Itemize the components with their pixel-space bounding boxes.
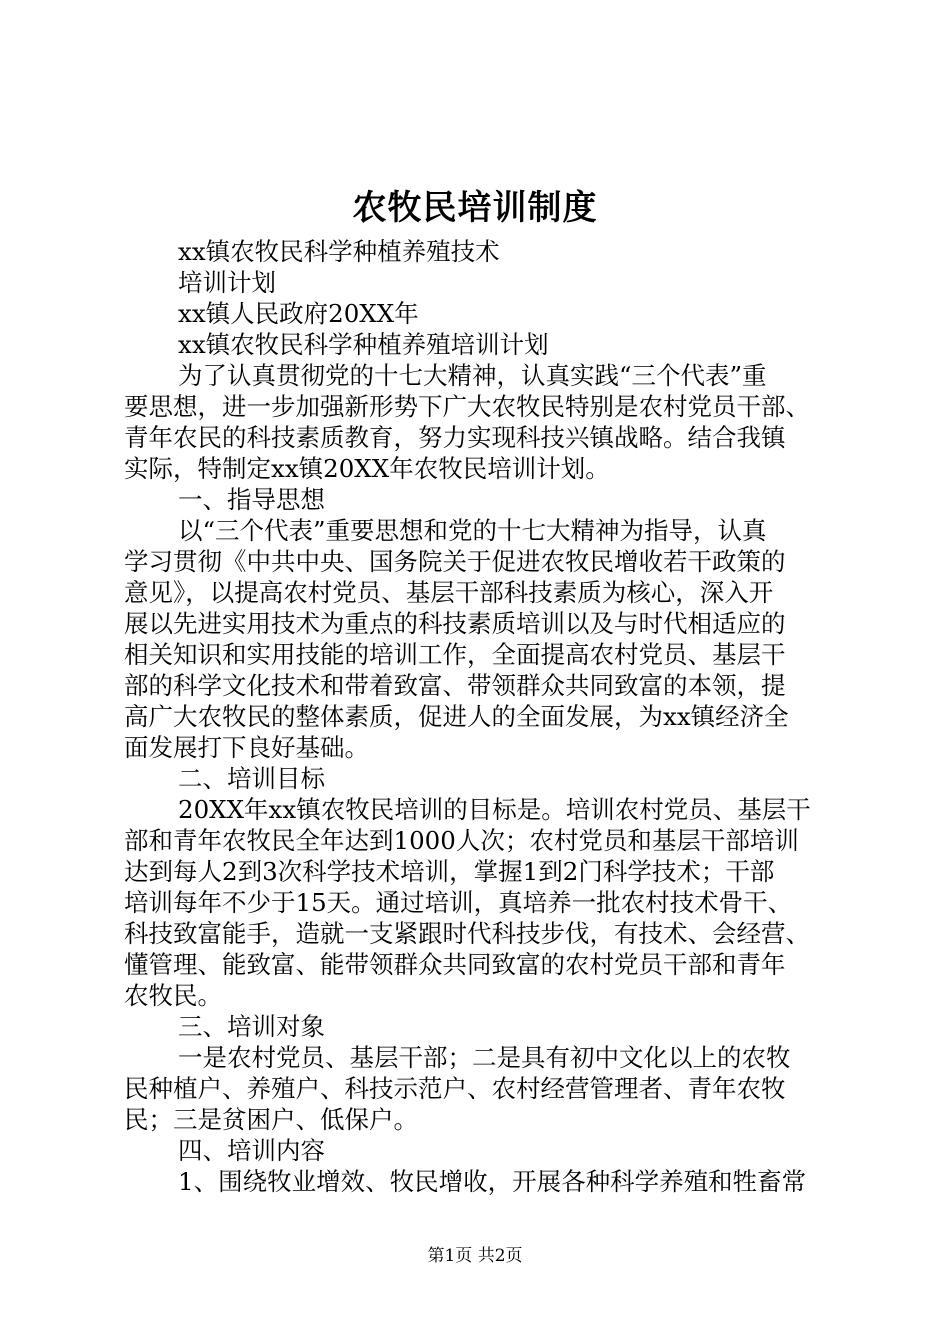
- text-line: 二、培训目标: [178, 764, 325, 793]
- text-line: 民种植户、养殖户、科技示范户、农村经营管理者、青年农牧: [124, 1074, 786, 1103]
- text-line: 达到每人2到3次科学技术培训，掌握1到2门科学技术；干部: [124, 857, 775, 886]
- document-title: 农牧民培训制度: [352, 188, 598, 228]
- text-line: 实际，特制定xx镇20XX年农牧民培训计划。: [124, 454, 610, 483]
- text-line: xx镇农牧民科学种植养殖技术: [178, 237, 500, 266]
- text-line: 科技致富能手，造就一支紧跟时代科技步伐，有技术、会经营、: [124, 919, 810, 948]
- text-line: 意见》，以提高农村党员、基层干部科技素质为核心，深入开: [124, 578, 774, 607]
- text-line: 20XX年xx镇农牧民培训的目标是。培训农村党员、基层干: [178, 795, 811, 824]
- text-line: 一是农村党员、基层干部；二是具有初中文化以上的农牧: [178, 1043, 791, 1072]
- text-line: 部的科学文化技术和带着致富、带领群众共同致富的本领，提: [124, 671, 786, 700]
- text-line: 懂管理、能致富、能带领群众共同致富的农村党员干部和青年: [124, 950, 786, 979]
- text-line: 面发展打下良好基础。: [124, 733, 369, 762]
- text-line: 以“三个代表”重要思想和党的十七大精神为指导，认真: [178, 516, 767, 545]
- text-line: 高广大农牧民的整体素质，促进人的全面发展，为xx镇经济全: [124, 702, 789, 731]
- text-line: 1、围绕牧业增效、牧民增收，开展各种科学养殖和牲畜常: [178, 1167, 807, 1196]
- document-body: [124, 236, 834, 1197]
- text-line: 要思想，进一步加强新形势下广大农牧民特别是农村党员干部、: [124, 392, 810, 421]
- text-line: 农牧民。: [124, 981, 222, 1010]
- text-line: 青年农民的科技素质教育，努力实现科技兴镇战略。结合我镇: [124, 423, 786, 452]
- text-line: 四、培训内容: [178, 1136, 325, 1165]
- text-line: 三、培训对象: [178, 1012, 325, 1041]
- text-line: 培训每年不少于15天。通过培训，真培养一批农村技术骨干、: [124, 888, 793, 917]
- text-line: xx镇农牧民科学种植养殖培训计划: [178, 330, 549, 359]
- text-line: 一、指导思想: [178, 485, 325, 514]
- text-line: 部和青年农牧民全年达到1000人次；农村党员和基层干部培训: [124, 826, 799, 855]
- text-line: 培训计划: [178, 268, 276, 297]
- page-footer: 第1页 共2页: [427, 1246, 523, 1266]
- text-line: xx镇人民政府20XX年: [178, 299, 419, 328]
- text-line: 学习贯彻《中共中央、国务院关于促进农牧民增收若干政策的: [124, 547, 786, 576]
- text-line: 相关知识和实用技能的培训工作，全面提高农村党员、基层干: [124, 640, 786, 669]
- text-line: 展以先进实用技术为重点的科技素质培训以及与时代相适应的: [124, 609, 786, 638]
- text-line: 民；三是贫困户、低保户。: [124, 1105, 418, 1134]
- text-line: 为了认真贯彻党的十七大精神，认真实践“三个代表”重: [178, 361, 767, 390]
